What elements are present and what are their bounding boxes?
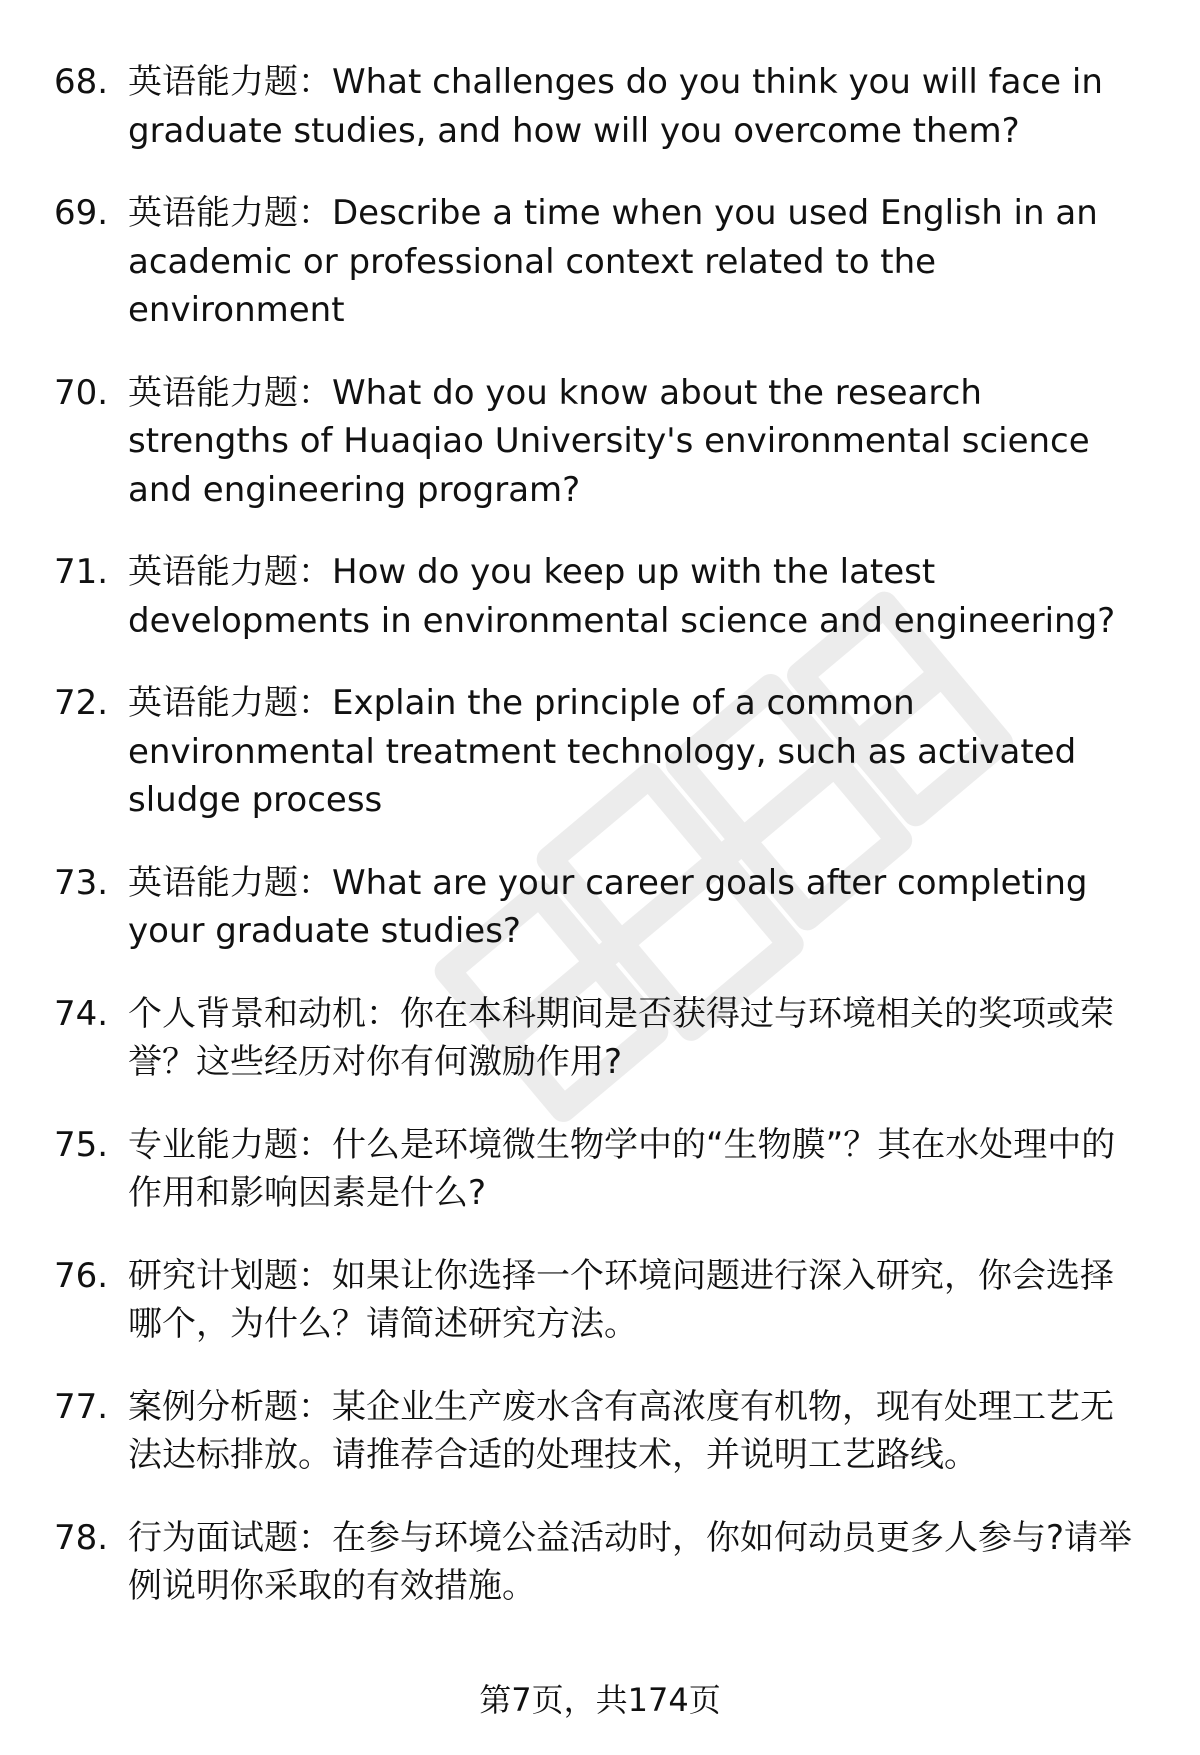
question-number: 78.: [54, 1517, 109, 1558]
question-number: 75.: [54, 1124, 109, 1165]
question-number: 72.: [54, 683, 109, 723]
question-item-73: [0, 859, 1200, 956]
question-text: 个人背景和动机：你在本科期间是否获得过与环境相关的奖项或荣誉？这些经历对你有何激励作用?: [128, 993, 1114, 1082]
question-number: 71.: [54, 552, 109, 592]
question-text: 案例分析题：某企业生产废水含有高浓度有机物，现有处理工艺无法达标排放。请推荐合适的处理技术，并说明工艺路线。: [128, 1386, 1114, 1475]
question-item-72: [0, 679, 1200, 825]
question-item-68: [0, 58, 1200, 155]
question-number: 76.: [54, 1255, 109, 1296]
question-item-71: [0, 548, 1200, 645]
page-footer: 第7页，共174页: [479, 1681, 721, 1719]
question-text: 英语能力题：Explain the principle of a common environmental treatment technology, such as activated sludge process: [128, 683, 1077, 820]
question-list: [0, 58, 1200, 1645]
question-number: 69.: [54, 193, 109, 233]
question-number: 68.: [54, 62, 109, 102]
question-item-75: [0, 1121, 1200, 1218]
question-item-74: [0, 990, 1200, 1087]
question-number: 74.: [54, 993, 109, 1034]
question-text: 专业能力题：什么是环境微生物学中的“生物膜”？其在水处理中的作用和影响因素是什么?: [128, 1124, 1116, 1213]
question-item-69: [0, 189, 1200, 335]
question-text: 英语能力题：What challenges do you think you will face in graduate studies, and how will you overcome them?: [128, 62, 1103, 151]
question-text: 英语能力题：What do you know about the research strengths of Huaqiao University's environmental science and engineering program?: [128, 372, 1090, 510]
question-text: 研究计划题：如果让你选择一个环境问题进行深入研究，你会选择哪个，为什么？请简述研究方法。: [128, 1255, 1114, 1344]
question-item-70: [0, 369, 1200, 515]
question-text: 英语能力题：Describe a time when you used English in an academic or professional context related to the environment: [128, 193, 1098, 330]
question-item-78: [0, 1514, 1200, 1611]
question-number: 77.: [54, 1386, 109, 1427]
question-text: 行为面试题：在参与环境公益活动时，你如何动员更多人参与?请举例说明你采取的有效措施。: [128, 1517, 1133, 1606]
question-number: 70.: [54, 372, 109, 413]
question-item-76: [0, 1252, 1200, 1349]
question-text: 英语能力题：How do you keep up with the latest developments in environmental science and engineering?: [128, 552, 1116, 641]
question-text: 英语能力题：What are your career goals after completing your graduate studies?: [128, 862, 1088, 951]
question-item-77: [0, 1383, 1200, 1480]
question-number: 73.: [54, 862, 109, 903]
